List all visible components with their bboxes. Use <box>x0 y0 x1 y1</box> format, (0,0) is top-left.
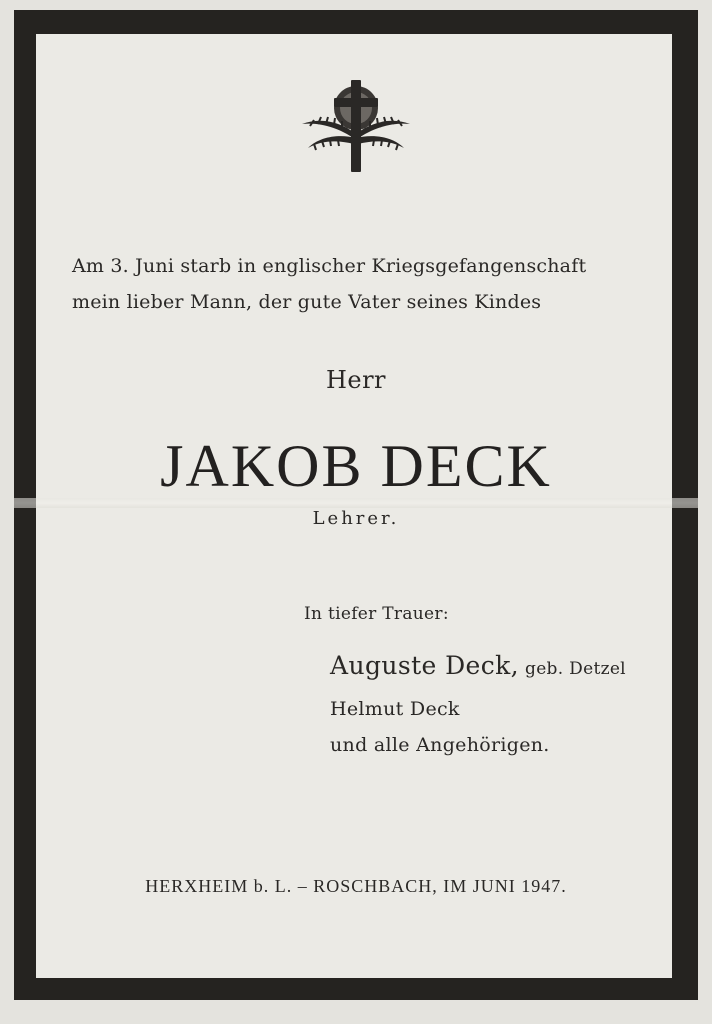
widow-name: Auguste Deck, <box>330 651 520 680</box>
deceased-name: JAKOB DECK <box>160 433 552 499</box>
cross-with-palm-fronds-icon <box>300 78 412 174</box>
mourner-relatives: und alle Angehörigen. <box>330 734 550 756</box>
widow-maiden-name: geb. Detzel <box>525 659 626 679</box>
intro-line-1: Am 3. Juni starb in englischer Kriegsgefangenschaft <box>72 255 587 277</box>
deceased-profession: Lehrer. <box>312 508 400 529</box>
death-announcement <box>72 248 672 320</box>
intro-line-2: mein lieber Mann, der gute Vater seines Kindes <box>72 291 542 313</box>
honorific: Herr <box>325 366 387 394</box>
mourners-list <box>330 644 626 763</box>
place-and-date: HERXHEIM b. L. – ROSCHBACH, IM JUNI 1947. <box>145 876 567 896</box>
mourning-label: In tiefer Trauer: <box>304 604 449 624</box>
mourner-child: Helmut Deck <box>330 698 460 720</box>
mourner-widow <box>330 644 626 691</box>
